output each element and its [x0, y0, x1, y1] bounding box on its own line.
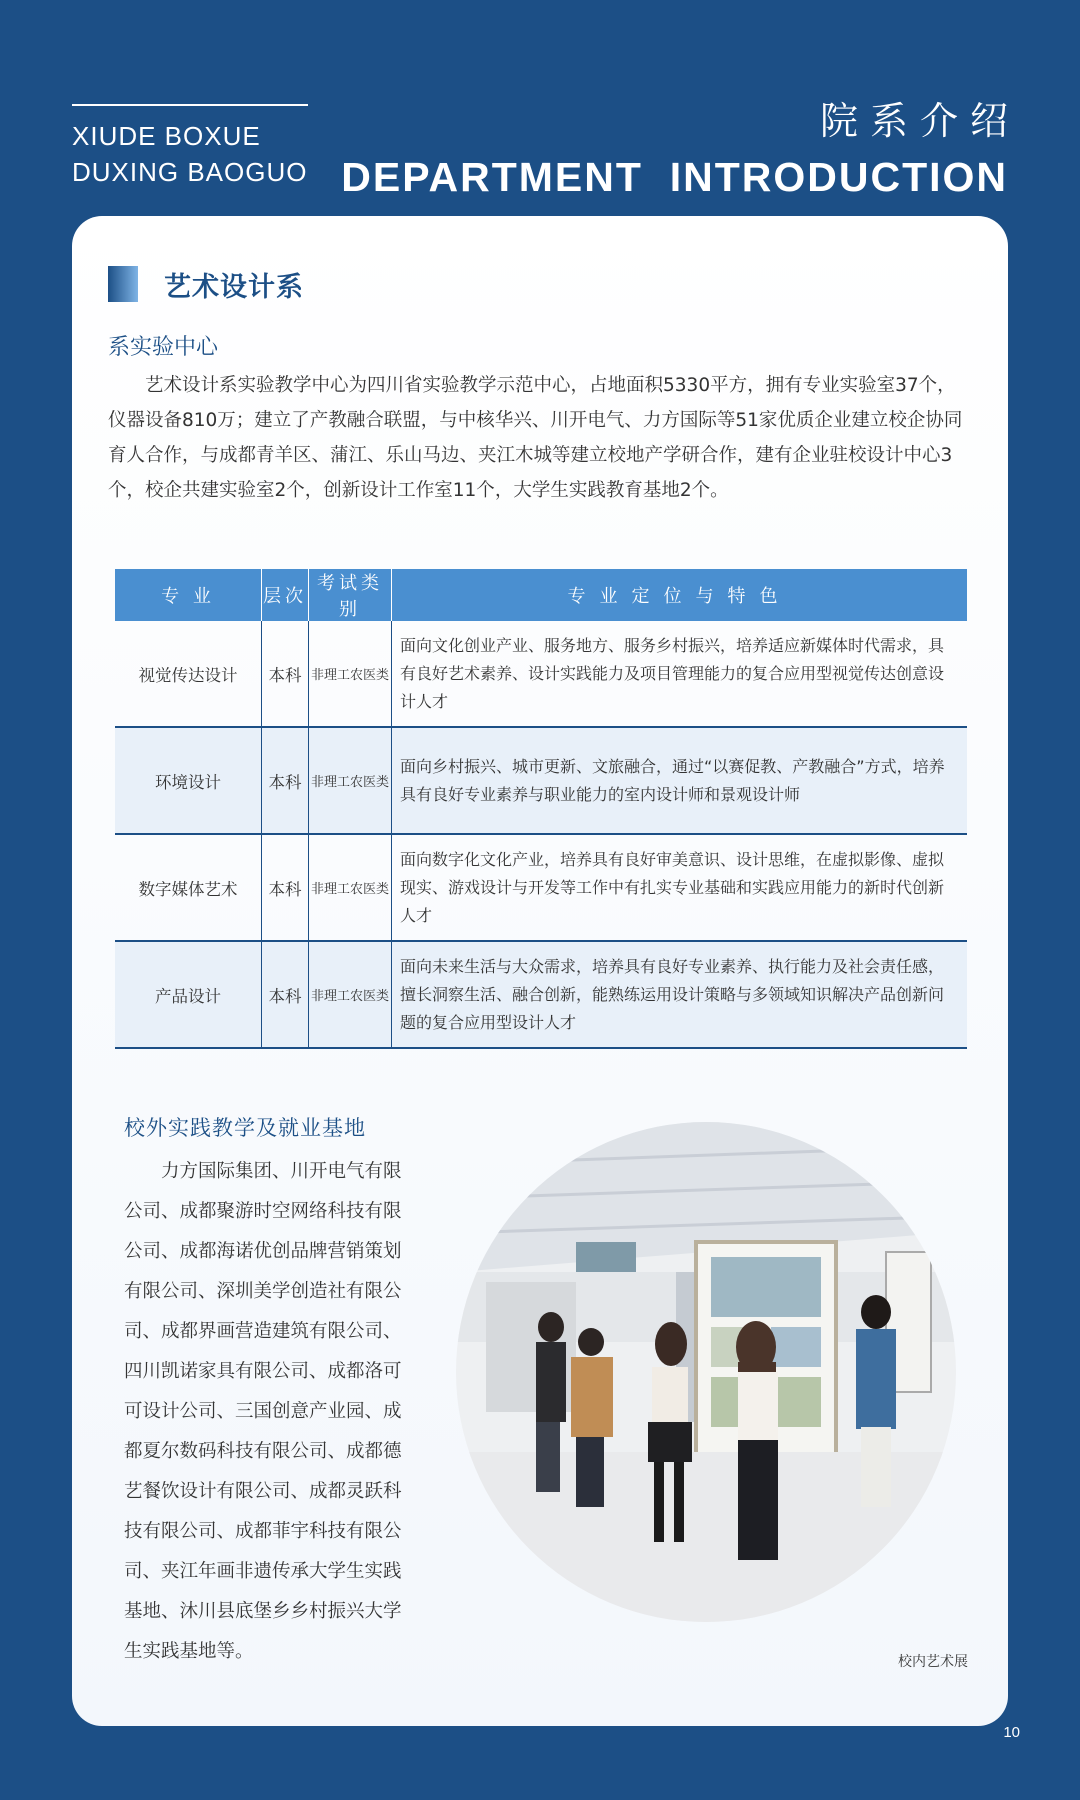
photo-caption: 校内艺术展	[898, 1654, 968, 1670]
header-rule	[72, 104, 308, 106]
lab-paragraph: 艺术设计系实验教学中心为四川省实验教学示范中心，占地面积5330平方，拥有专业实验室37个，仪器设备810万；建立了产教融合联盟，与中核华兴、川开电气、力方国际等51家优质企业建立校企协同育人合作，与成都青羊区、蒲江、乐山马边、夹江木城等建立校地产学研合作，建有企业驻校设计中心3个，校企共建实验室2个，创新设计工作室11个，大学生实践教育基地2个。	[108, 375, 963, 501]
header-level: 层次	[262, 569, 309, 621]
exam-category: 非理工农医类	[309, 621, 392, 727]
table-row	[115, 834, 967, 941]
motto-line-1: XIUDE BOXUE	[72, 121, 261, 151]
major-name: 产品设计	[115, 941, 262, 1048]
table-header-row	[115, 569, 967, 621]
section-title-en: DEPARTMENT INTRODUCTION	[341, 154, 1008, 200]
major-name: 视觉传达设计	[115, 621, 262, 727]
major-description: 面向数字化文化产业，培养具有良好审美意识、设计思维，在虚拟影像、虚拟现实、游戏设计与开发等工作中有扎实专业基础和实践应用能力的新时代创新人才	[392, 834, 968, 941]
major-level: 本科	[262, 727, 309, 834]
header-left	[72, 104, 308, 190]
header-major: 专 业	[115, 569, 262, 621]
content-card	[72, 216, 1008, 1726]
department-heading	[108, 264, 304, 304]
header-description: 专业定位与特色	[392, 569, 968, 621]
practice-heading: 校外实践教学及就业基地	[124, 1116, 366, 1140]
lab-heading: 系实验中心	[108, 335, 219, 360]
page-number: 10	[1003, 1724, 1020, 1741]
major-name: 环境设计	[115, 727, 262, 834]
major-level: 本科	[262, 834, 309, 941]
major-description: 面向乡村振兴、城市更新、文旅融合，通过“以赛促教、产教融合”方式，培养具有良好专业素养与职业能力的室内设计师和景观设计师	[392, 727, 968, 834]
motto-line-2: DUXING BAOGUO	[72, 157, 308, 187]
exam-category: 非理工农医类	[309, 834, 392, 941]
practice-paragraph: 力方国际集团、川开电气有限公司、成都聚游时空网络科技有限公司、成都海诺优创品牌营销策划有限公司、深圳美学创造社有限公司、成都界画营造建筑有限公司、四川凯诺家具有限公司、成都洛可可设计公司、三国创意产业园、成都夏尔数码科技有限公司、成都德艺餐饮设计有限公司、成都灵跃科技有限公司、成都菲宇科技有限公司、夹江年画非遗传承大学生实践基地、沐川县底堡乡乡村振兴大学生实践基地等。	[124, 1161, 402, 1662]
table-row	[115, 621, 967, 727]
department-title: 艺术设计系	[164, 271, 304, 303]
exam-category: 非理工农医类	[309, 941, 392, 1048]
heading-accent-bar	[108, 266, 138, 302]
major-level: 本科	[262, 941, 309, 1048]
exhibition-photo	[456, 1122, 956, 1622]
header-exam: 考试类别	[309, 569, 392, 621]
major-description: 面向文化创业产业、服务地方、服务乡村振兴，培养适应新媒体时代需求，具有良好艺术素养、设计实践能力及项目管理能力的复合应用型视觉传达创意设计人才	[392, 621, 968, 727]
major-level: 本科	[262, 621, 309, 727]
majors-table	[115, 569, 967, 1049]
table-row	[115, 727, 967, 834]
major-description: 面向未来生活与大众需求，培养具有良好专业素养、执行能力及社会责任感，擅长洞察生活、融合创新，能熟练运用设计策略与多领域知识解决产品创新问题的复合应用型设计人才	[392, 941, 968, 1048]
header-right	[341, 96, 1020, 202]
table-row	[115, 941, 967, 1048]
major-name: 数字媒体艺术	[115, 834, 262, 941]
exam-category: 非理工农医类	[309, 727, 392, 834]
section-title-cn: 院系介绍	[819, 99, 1020, 143]
